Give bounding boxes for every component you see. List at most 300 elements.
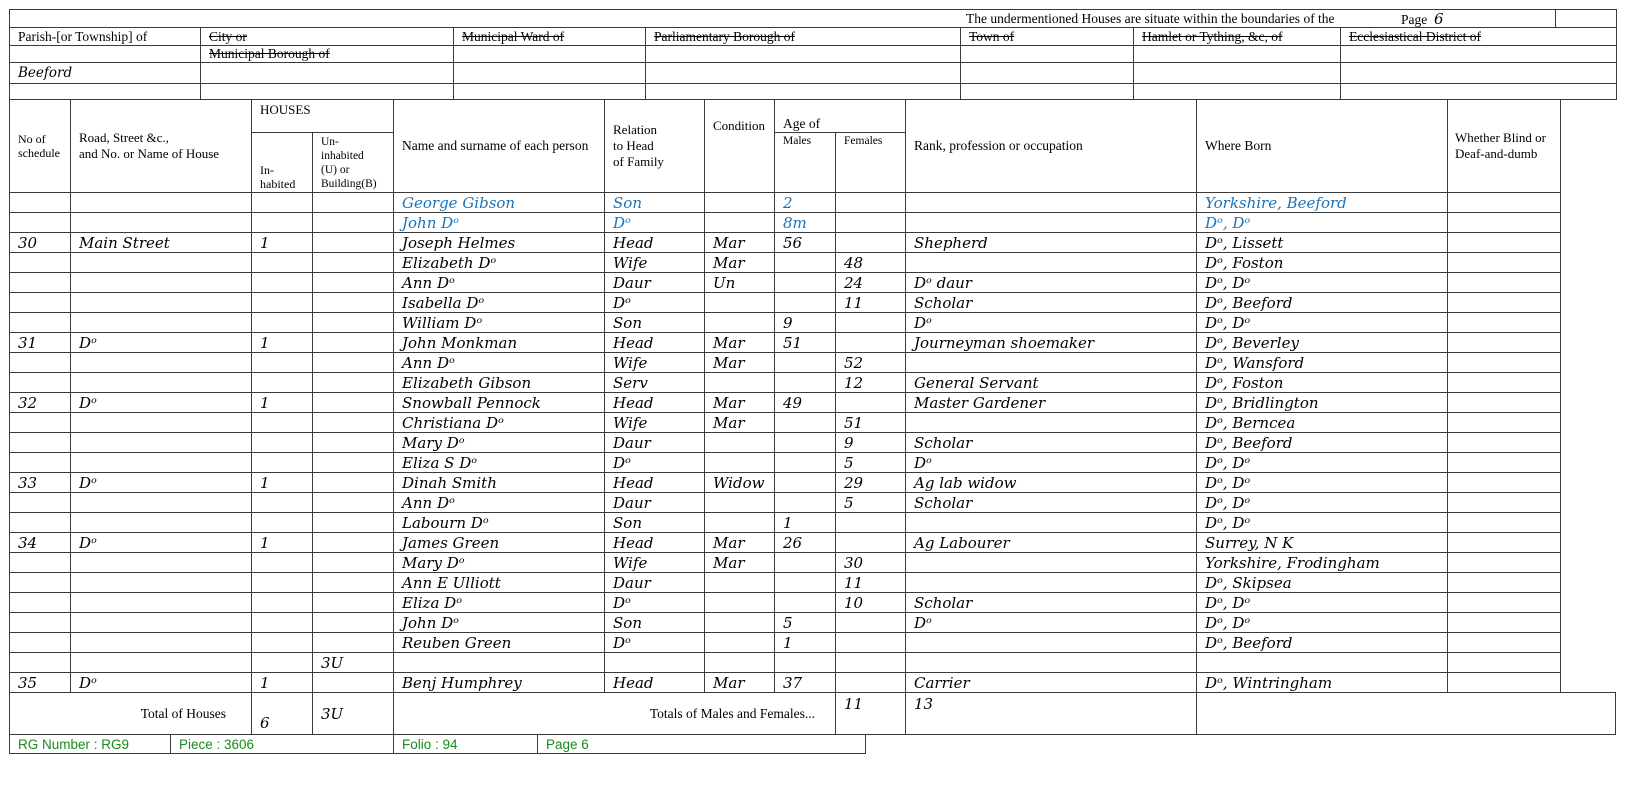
table-row <box>10 313 1616 333</box>
age-female: 29 <box>836 473 906 493</box>
table-row <box>10 673 1616 693</box>
road-name <box>71 353 252 373</box>
condition <box>705 593 775 613</box>
table-row <box>10 233 1616 253</box>
age-female <box>836 513 906 533</box>
folio-number: Folio : 94 <box>394 735 538 754</box>
occupation <box>906 413 1197 433</box>
table-row <box>10 293 1616 313</box>
blind-deaf <box>1448 593 1561 613</box>
age-female: 11 <box>836 573 906 593</box>
relation: Son <box>605 613 705 633</box>
road-name <box>71 633 252 653</box>
total-inhabited: 6 <box>252 693 313 735</box>
age-male: 26 <box>775 533 836 553</box>
person-name: Ann Dᵒ <box>394 273 605 293</box>
person-name: Elizabeth Gibson <box>394 373 605 393</box>
inhabited-count <box>252 193 313 213</box>
road-name: Dᵒ <box>71 393 252 413</box>
condition: Un <box>705 273 775 293</box>
relation: Son <box>605 193 705 213</box>
occupation: Dᵒ <box>906 313 1197 333</box>
age-female: 48 <box>836 253 906 273</box>
col-born: Where Born <box>1197 100 1448 193</box>
road-name <box>71 413 252 433</box>
relation: Dᵒ <box>605 593 705 613</box>
age-female <box>836 653 906 673</box>
occupation <box>906 573 1197 593</box>
uninhabited-count <box>313 193 394 213</box>
age-male: 5 <box>775 613 836 633</box>
person-name: Ann Dᵒ <box>394 353 605 373</box>
age-male <box>775 553 836 573</box>
condition: Widow <box>705 473 775 493</box>
totals-mf-label: Totals of Males and Females... <box>394 693 836 735</box>
table-row <box>10 573 1616 593</box>
age-male: 49 <box>775 393 836 413</box>
age-female: 51 <box>836 413 906 433</box>
occupation: Dᵒ <box>906 453 1197 473</box>
inhabited-count <box>252 433 313 453</box>
relation: Head <box>605 393 705 413</box>
relation: Daur <box>605 493 705 513</box>
col-name: Name and surname of each person <box>394 100 605 193</box>
birthplace: Dᵒ, Dᵒ <box>1197 613 1448 633</box>
condition <box>705 613 775 633</box>
city-label: City or <box>201 28 454 46</box>
inhabited-count: 1 <box>252 673 313 693</box>
uninhabited-count <box>313 453 394 473</box>
schedule-number <box>10 573 71 593</box>
uninhabited-count <box>313 333 394 353</box>
relation: Dᵒ <box>605 293 705 313</box>
birthplace: Dᵒ, Beeford <box>1197 633 1448 653</box>
road-name <box>71 313 252 333</box>
relation <box>605 653 705 673</box>
condition: Mar <box>705 673 775 693</box>
age-female <box>836 633 906 653</box>
relation: Head <box>605 233 705 253</box>
ecclesiastical-label: Ecclesiastical District of <box>1341 28 1617 46</box>
age-male <box>775 493 836 513</box>
blind-deaf <box>1448 253 1561 273</box>
birthplace: Dᵒ, Foston <box>1197 373 1448 393</box>
age-female <box>836 393 906 413</box>
uninhabited-count <box>313 493 394 513</box>
table-row <box>10 453 1616 473</box>
condition: Mar <box>705 253 775 273</box>
inhabited-count <box>252 513 313 533</box>
age-female <box>836 193 906 213</box>
blind-deaf <box>1448 653 1561 673</box>
uninhabited-count <box>313 393 394 413</box>
table-row <box>10 333 1616 353</box>
inhabited-count <box>252 273 313 293</box>
age-female <box>836 533 906 553</box>
table-row <box>10 653 1616 673</box>
inhabited-count <box>252 553 313 573</box>
road-name <box>71 253 252 273</box>
age-female <box>836 673 906 693</box>
inhabited-count <box>252 253 313 273</box>
totals-blank <box>1197 693 1616 735</box>
town-label: Town of <box>961 28 1134 46</box>
road-name <box>71 593 252 613</box>
schedule-number <box>10 513 71 533</box>
parish-label: Parish-[or Township] of <box>10 28 201 46</box>
uninhabited-count <box>313 253 394 273</box>
page-label: Page 6 <box>1401 10 1444 28</box>
road-name <box>71 653 252 673</box>
age-female <box>836 613 906 633</box>
age-male <box>775 653 836 673</box>
table-row <box>10 353 1616 373</box>
birthplace: Surrey, N K <box>1197 533 1448 553</box>
uninhabited-count <box>313 473 394 493</box>
total-houses-label: Total of Houses <box>10 693 252 735</box>
person-name: John Dᵒ <box>394 613 605 633</box>
table-row <box>10 253 1616 273</box>
col-females: Females <box>836 133 906 193</box>
age-male <box>775 293 836 313</box>
relation: Wife <box>605 553 705 573</box>
borough-label: Municipal Borough of <box>201 46 454 63</box>
condition <box>705 193 775 213</box>
relation: Daur <box>605 573 705 593</box>
uninhabited-count <box>313 553 394 573</box>
birthplace: Dᵒ, Dᵒ <box>1197 593 1448 613</box>
inhabited-count: 1 <box>252 233 313 253</box>
uninhabited-count <box>313 533 394 553</box>
piece-number: Piece : 3606 <box>171 735 394 754</box>
inhabited-count <box>252 453 313 473</box>
road-name <box>71 213 252 233</box>
person-name <box>394 653 605 673</box>
age-female <box>836 233 906 253</box>
schedule-number <box>10 493 71 513</box>
blind-deaf <box>1448 533 1561 553</box>
blind-deaf <box>1448 513 1561 533</box>
age-female: 5 <box>836 453 906 473</box>
birthplace: Yorkshire, Beeford <box>1197 193 1448 213</box>
relation: Serv <box>605 373 705 393</box>
occupation: Shepherd <box>906 233 1197 253</box>
age-male <box>775 453 836 473</box>
person-name: William Dᵒ <box>394 313 605 333</box>
occupation: Scholar <box>906 593 1197 613</box>
table-row <box>10 533 1616 553</box>
occupation <box>906 633 1197 653</box>
birthplace: Dᵒ, Wintringham <box>1197 673 1448 693</box>
boundary-header <box>9 9 1617 100</box>
road-name: Dᵒ <box>71 533 252 553</box>
inhabited-count <box>252 313 313 333</box>
uninhabited-count <box>313 353 394 373</box>
blind-deaf <box>1448 673 1561 693</box>
uninhabited-count <box>313 573 394 593</box>
birthplace: Dᵒ, Dᵒ <box>1197 313 1448 333</box>
age-male <box>775 273 836 293</box>
ward-label: Municipal Ward of <box>454 28 646 46</box>
person-name: Mary Dᵒ <box>394 433 605 453</box>
col-age-of: Age of <box>775 100 906 133</box>
road-name: Main Street <box>71 233 252 253</box>
road-name: Dᵒ <box>71 673 252 693</box>
inhabited-count <box>252 353 313 373</box>
age-male <box>775 433 836 453</box>
person-name: Elizabeth Dᵒ <box>394 253 605 273</box>
age-male <box>775 593 836 613</box>
schedule-number <box>10 373 71 393</box>
blind-deaf <box>1448 613 1561 633</box>
condition <box>705 573 775 593</box>
condition <box>705 373 775 393</box>
age-female: 30 <box>836 553 906 573</box>
birthplace: Dᵒ, Beeford <box>1197 433 1448 453</box>
uninhabited-count: 3U <box>313 653 394 673</box>
blind-deaf <box>1448 473 1561 493</box>
person-name: Eliza S Dᵒ <box>394 453 605 473</box>
blind-deaf <box>1448 213 1561 233</box>
schedule-number: 31 <box>10 333 71 353</box>
table-row <box>10 373 1616 393</box>
schedule-number: 30 <box>10 233 71 253</box>
table-row <box>10 473 1616 493</box>
inhabited-count <box>252 613 313 633</box>
age-male: 56 <box>775 233 836 253</box>
birthplace: Dᵒ, Beeford <box>1197 293 1448 313</box>
total-females: 13 <box>906 693 1197 735</box>
person-name: Eliza Dᵒ <box>394 593 605 613</box>
occupation <box>906 353 1197 373</box>
footer-page: Page 6 <box>538 735 866 754</box>
boundary-text: The undermentioned Houses are situate within the boundaries of the <box>10 10 1341 28</box>
schedule-number <box>10 213 71 233</box>
road-name: Dᵒ <box>71 333 252 353</box>
condition: Mar <box>705 553 775 573</box>
person-name: Mary Dᵒ <box>394 553 605 573</box>
birthplace: Dᵒ, Dᵒ <box>1197 453 1448 473</box>
inhabited-count <box>252 373 313 393</box>
inhabited-count <box>252 653 313 673</box>
blind-deaf <box>1448 633 1561 653</box>
person-name: Dinah Smith <box>394 473 605 493</box>
relation: Head <box>605 673 705 693</box>
relation: Head <box>605 333 705 353</box>
uninhabited-count <box>313 373 394 393</box>
condition <box>705 493 775 513</box>
condition <box>705 433 775 453</box>
relation: Wife <box>605 353 705 373</box>
schedule-number <box>10 633 71 653</box>
occupation: Scholar <box>906 293 1197 313</box>
inhabited-count: 1 <box>252 533 313 553</box>
birthplace: Dᵒ, Bridlington <box>1197 393 1448 413</box>
occupation: Journeyman shoemaker <box>906 333 1197 353</box>
condition: Mar <box>705 533 775 553</box>
road-name: Dᵒ <box>71 473 252 493</box>
uninhabited-count <box>313 273 394 293</box>
relation: Son <box>605 513 705 533</box>
total-males: 11 <box>836 693 906 735</box>
reference-footer <box>9 734 866 754</box>
schedule-number <box>10 193 71 213</box>
col-occupation: Rank, profession or occupation <box>906 100 1197 193</box>
relation: Son <box>605 313 705 333</box>
schedule-number <box>10 653 71 673</box>
blind-deaf <box>1448 373 1561 393</box>
col-males: Males <box>775 133 836 193</box>
person-name: James Green <box>394 533 605 553</box>
schedule-number <box>10 253 71 273</box>
blind-deaf <box>1448 313 1561 333</box>
road-name <box>71 553 252 573</box>
condition: Mar <box>705 233 775 253</box>
uninhabited-count <box>313 213 394 233</box>
age-female: 11 <box>836 293 906 313</box>
occupation: Scholar <box>906 493 1197 513</box>
road-name <box>71 433 252 453</box>
schedule-number <box>10 593 71 613</box>
table-row <box>10 493 1616 513</box>
col-houses: HOUSES <box>252 100 394 133</box>
blind-deaf <box>1448 553 1561 573</box>
age-female: 12 <box>836 373 906 393</box>
occupation <box>906 513 1197 533</box>
col-blind: Whether Blind or Deaf-and-dumb <box>1448 100 1561 193</box>
condition <box>705 453 775 473</box>
condition <box>705 293 775 313</box>
person-name: Christiana Dᵒ <box>394 413 605 433</box>
occupation <box>906 253 1197 273</box>
road-name <box>71 453 252 473</box>
blind-deaf <box>1448 493 1561 513</box>
relation: Head <box>605 473 705 493</box>
uninhabited-count <box>313 513 394 533</box>
schedule-number: 33 <box>10 473 71 493</box>
blind-deaf <box>1448 433 1561 453</box>
blind-deaf <box>1448 193 1561 213</box>
table-row <box>10 613 1616 633</box>
schedule-number <box>10 413 71 433</box>
relation: Wife <box>605 253 705 273</box>
occupation: Ag lab widow <box>906 473 1197 493</box>
condition: Mar <box>705 393 775 413</box>
schedule-number <box>10 613 71 633</box>
blind-deaf <box>1448 413 1561 433</box>
relation: Wife <box>605 413 705 433</box>
condition: Mar <box>705 413 775 433</box>
blind-deaf <box>1448 393 1561 413</box>
schedule-number <box>10 353 71 373</box>
inhabited-count: 1 <box>252 393 313 413</box>
schedule-number <box>10 453 71 473</box>
condition <box>705 313 775 333</box>
table-row <box>10 513 1616 533</box>
age-female: 24 <box>836 273 906 293</box>
census-table <box>9 99 1616 735</box>
table-row <box>10 553 1616 573</box>
person-name: Reuben Green <box>394 633 605 653</box>
table-row <box>10 193 1616 213</box>
inhabited-count: 1 <box>252 473 313 493</box>
person-name: Isabella Dᵒ <box>394 293 605 313</box>
census-sheet <box>9 9 1616 780</box>
birthplace: Dᵒ, Dᵒ <box>1197 493 1448 513</box>
person-name: Labourn Dᵒ <box>394 513 605 533</box>
condition <box>705 213 775 233</box>
person-name: Ann Dᵒ <box>394 493 605 513</box>
condition <box>705 633 775 653</box>
occupation: Dᵒ daur <box>906 273 1197 293</box>
occupation <box>906 193 1197 213</box>
uninhabited-count <box>313 613 394 633</box>
table-row <box>10 393 1616 413</box>
blind-deaf <box>1448 453 1561 473</box>
age-male <box>775 573 836 593</box>
parliamentary-label: Parliamentary Borough of <box>646 28 961 46</box>
schedule-number <box>10 313 71 333</box>
relation: Daur <box>605 273 705 293</box>
age-male: 1 <box>775 633 836 653</box>
parish-value: Beeford <box>10 63 201 84</box>
birthplace: Dᵒ, Dᵒ <box>1197 273 1448 293</box>
relation: Dᵒ <box>605 633 705 653</box>
age-male: 8m <box>775 213 836 233</box>
table-row <box>10 633 1616 653</box>
rg-number: RG Number : RG9 <box>10 735 171 754</box>
condition: Mar <box>705 353 775 373</box>
birthplace: Dᵒ, Foston <box>1197 253 1448 273</box>
inhabited-count: 1 <box>252 333 313 353</box>
birthplace: Dᵒ, Skipsea <box>1197 573 1448 593</box>
occupation: Scholar <box>906 433 1197 453</box>
road-name <box>71 273 252 293</box>
relation: Dᵒ <box>605 213 705 233</box>
birthplace: Dᵒ, Lissett <box>1197 233 1448 253</box>
road-name <box>71 613 252 633</box>
age-female: 9 <box>836 433 906 453</box>
blind-deaf <box>1448 293 1561 313</box>
occupation: Dᵒ <box>906 613 1197 633</box>
uninhabited-count <box>313 593 394 613</box>
birthplace <box>1197 653 1448 673</box>
col-inhabited: In- habited <box>252 133 313 193</box>
inhabited-count <box>252 493 313 513</box>
schedule-number <box>10 273 71 293</box>
page-number-cell <box>1556 10 1617 28</box>
occupation: Master Gardener <box>906 393 1197 413</box>
road-name <box>71 573 252 593</box>
age-female <box>836 313 906 333</box>
age-male <box>775 353 836 373</box>
road-name <box>71 193 252 213</box>
occupation <box>906 653 1197 673</box>
uninhabited-count <box>313 413 394 433</box>
birthplace: Dᵒ, Dᵒ <box>1197 513 1448 533</box>
age-female <box>836 333 906 353</box>
schedule-number: 35 <box>10 673 71 693</box>
col-road: Road, Street &c., and No. or Name of House <box>71 100 252 193</box>
age-male: 2 <box>775 193 836 213</box>
uninhabited-count <box>313 313 394 333</box>
condition <box>705 653 775 673</box>
schedule-number: 34 <box>10 533 71 553</box>
inhabited-count <box>252 573 313 593</box>
uninhabited-count <box>313 433 394 453</box>
blind-deaf <box>1448 273 1561 293</box>
inhabited-count <box>252 293 313 313</box>
